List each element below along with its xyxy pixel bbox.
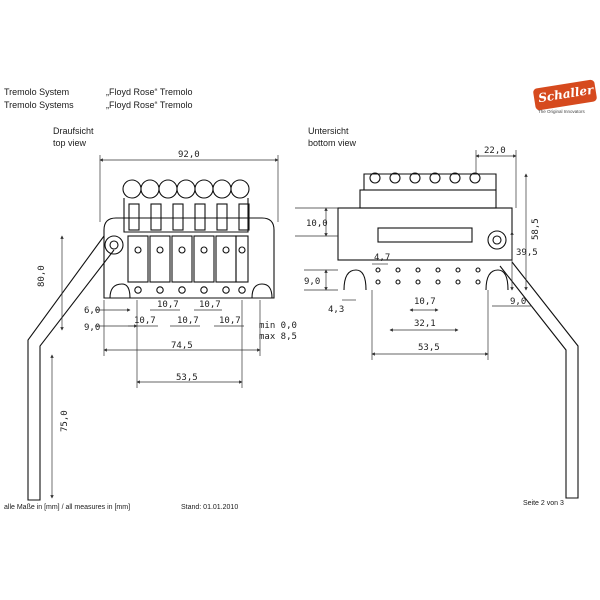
system-title-de: Tremolo System [4, 87, 70, 97]
top-view-label-de: Draufsicht [53, 126, 94, 136]
dim-spacing-5: 10,7 [219, 316, 241, 326]
bottom-view-dimensions [304, 146, 541, 353]
fine-tuner-knobs [123, 180, 249, 232]
dim-offset-a: 6,0 [84, 306, 101, 316]
dim-block-width: 22,0 [484, 146, 506, 156]
logo-tagline: The Original Innovators [538, 109, 585, 114]
system-title-en: Tremolo Systems [4, 100, 74, 110]
logo-wordmark: Schaller [537, 82, 595, 106]
dim-span-a: 74,5 [171, 341, 193, 351]
dim-hole-height: 39,5 [516, 248, 538, 258]
dim-span-b: 53,5 [176, 373, 198, 383]
bottom-baseplate [338, 208, 512, 260]
bottom-view-label-en: bottom view [308, 138, 357, 148]
top-view-dimensions [37, 150, 297, 432]
dim-min: min 0,0 [259, 321, 297, 331]
bottom-string-holes [376, 268, 480, 284]
dim-offset-b: 9,0 [84, 323, 101, 333]
dim-arm-height: 80,0 [37, 265, 47, 287]
date-stamp: Stand: 01.01.2010 [181, 504, 239, 511]
units-note: alle Maße in [mm] / all measures in [mm] [4, 504, 131, 511]
dim-spacing-1: 10,7 [134, 316, 156, 326]
dim-overall-height: 58,5 [531, 218, 541, 240]
saddles [128, 204, 249, 282]
dim-hole-dia: 4,7 [374, 253, 391, 263]
bottom-arm-hole [488, 231, 506, 249]
dim-block-offset: 10,0 [306, 219, 328, 229]
top-pivot-right [252, 284, 272, 298]
dim-spacing-3: 10,7 [177, 316, 199, 326]
dim-edge-offset: 4,3 [328, 305, 345, 315]
dim-max: max 8,5 [259, 332, 297, 342]
dim-spacing-a: 10,7 [414, 297, 436, 307]
top-view-label-en: top view [53, 138, 87, 148]
dim-span-a: 32,1 [414, 319, 436, 329]
page-number: Seite 2 von 3 [523, 500, 564, 507]
dim-spacing-2: 10,7 [157, 300, 179, 310]
product-title-en: „Floyd Rose“ Tremolo [106, 100, 193, 110]
arm-socket [105, 236, 123, 254]
dim-arm-length: 75,0 [60, 410, 70, 432]
bottom-view-drawing [295, 150, 578, 498]
dim-edge-height: 9,0 [304, 277, 321, 287]
product-title-de: „Floyd Rose“ Tremolo [106, 87, 193, 97]
sustain-block [360, 190, 496, 208]
string-holes [135, 287, 245, 293]
dim-span-b: 53,5 [418, 343, 440, 353]
top-pivot-left [110, 284, 130, 298]
dim-overall-width: 92,0 [178, 150, 200, 160]
dim-spacing-4: 10,7 [199, 300, 221, 310]
bottom-view-label-de: Untersicht [308, 126, 349, 136]
top-view-drawing [28, 155, 278, 500]
dim-right-offset: 9,0 [510, 297, 527, 307]
